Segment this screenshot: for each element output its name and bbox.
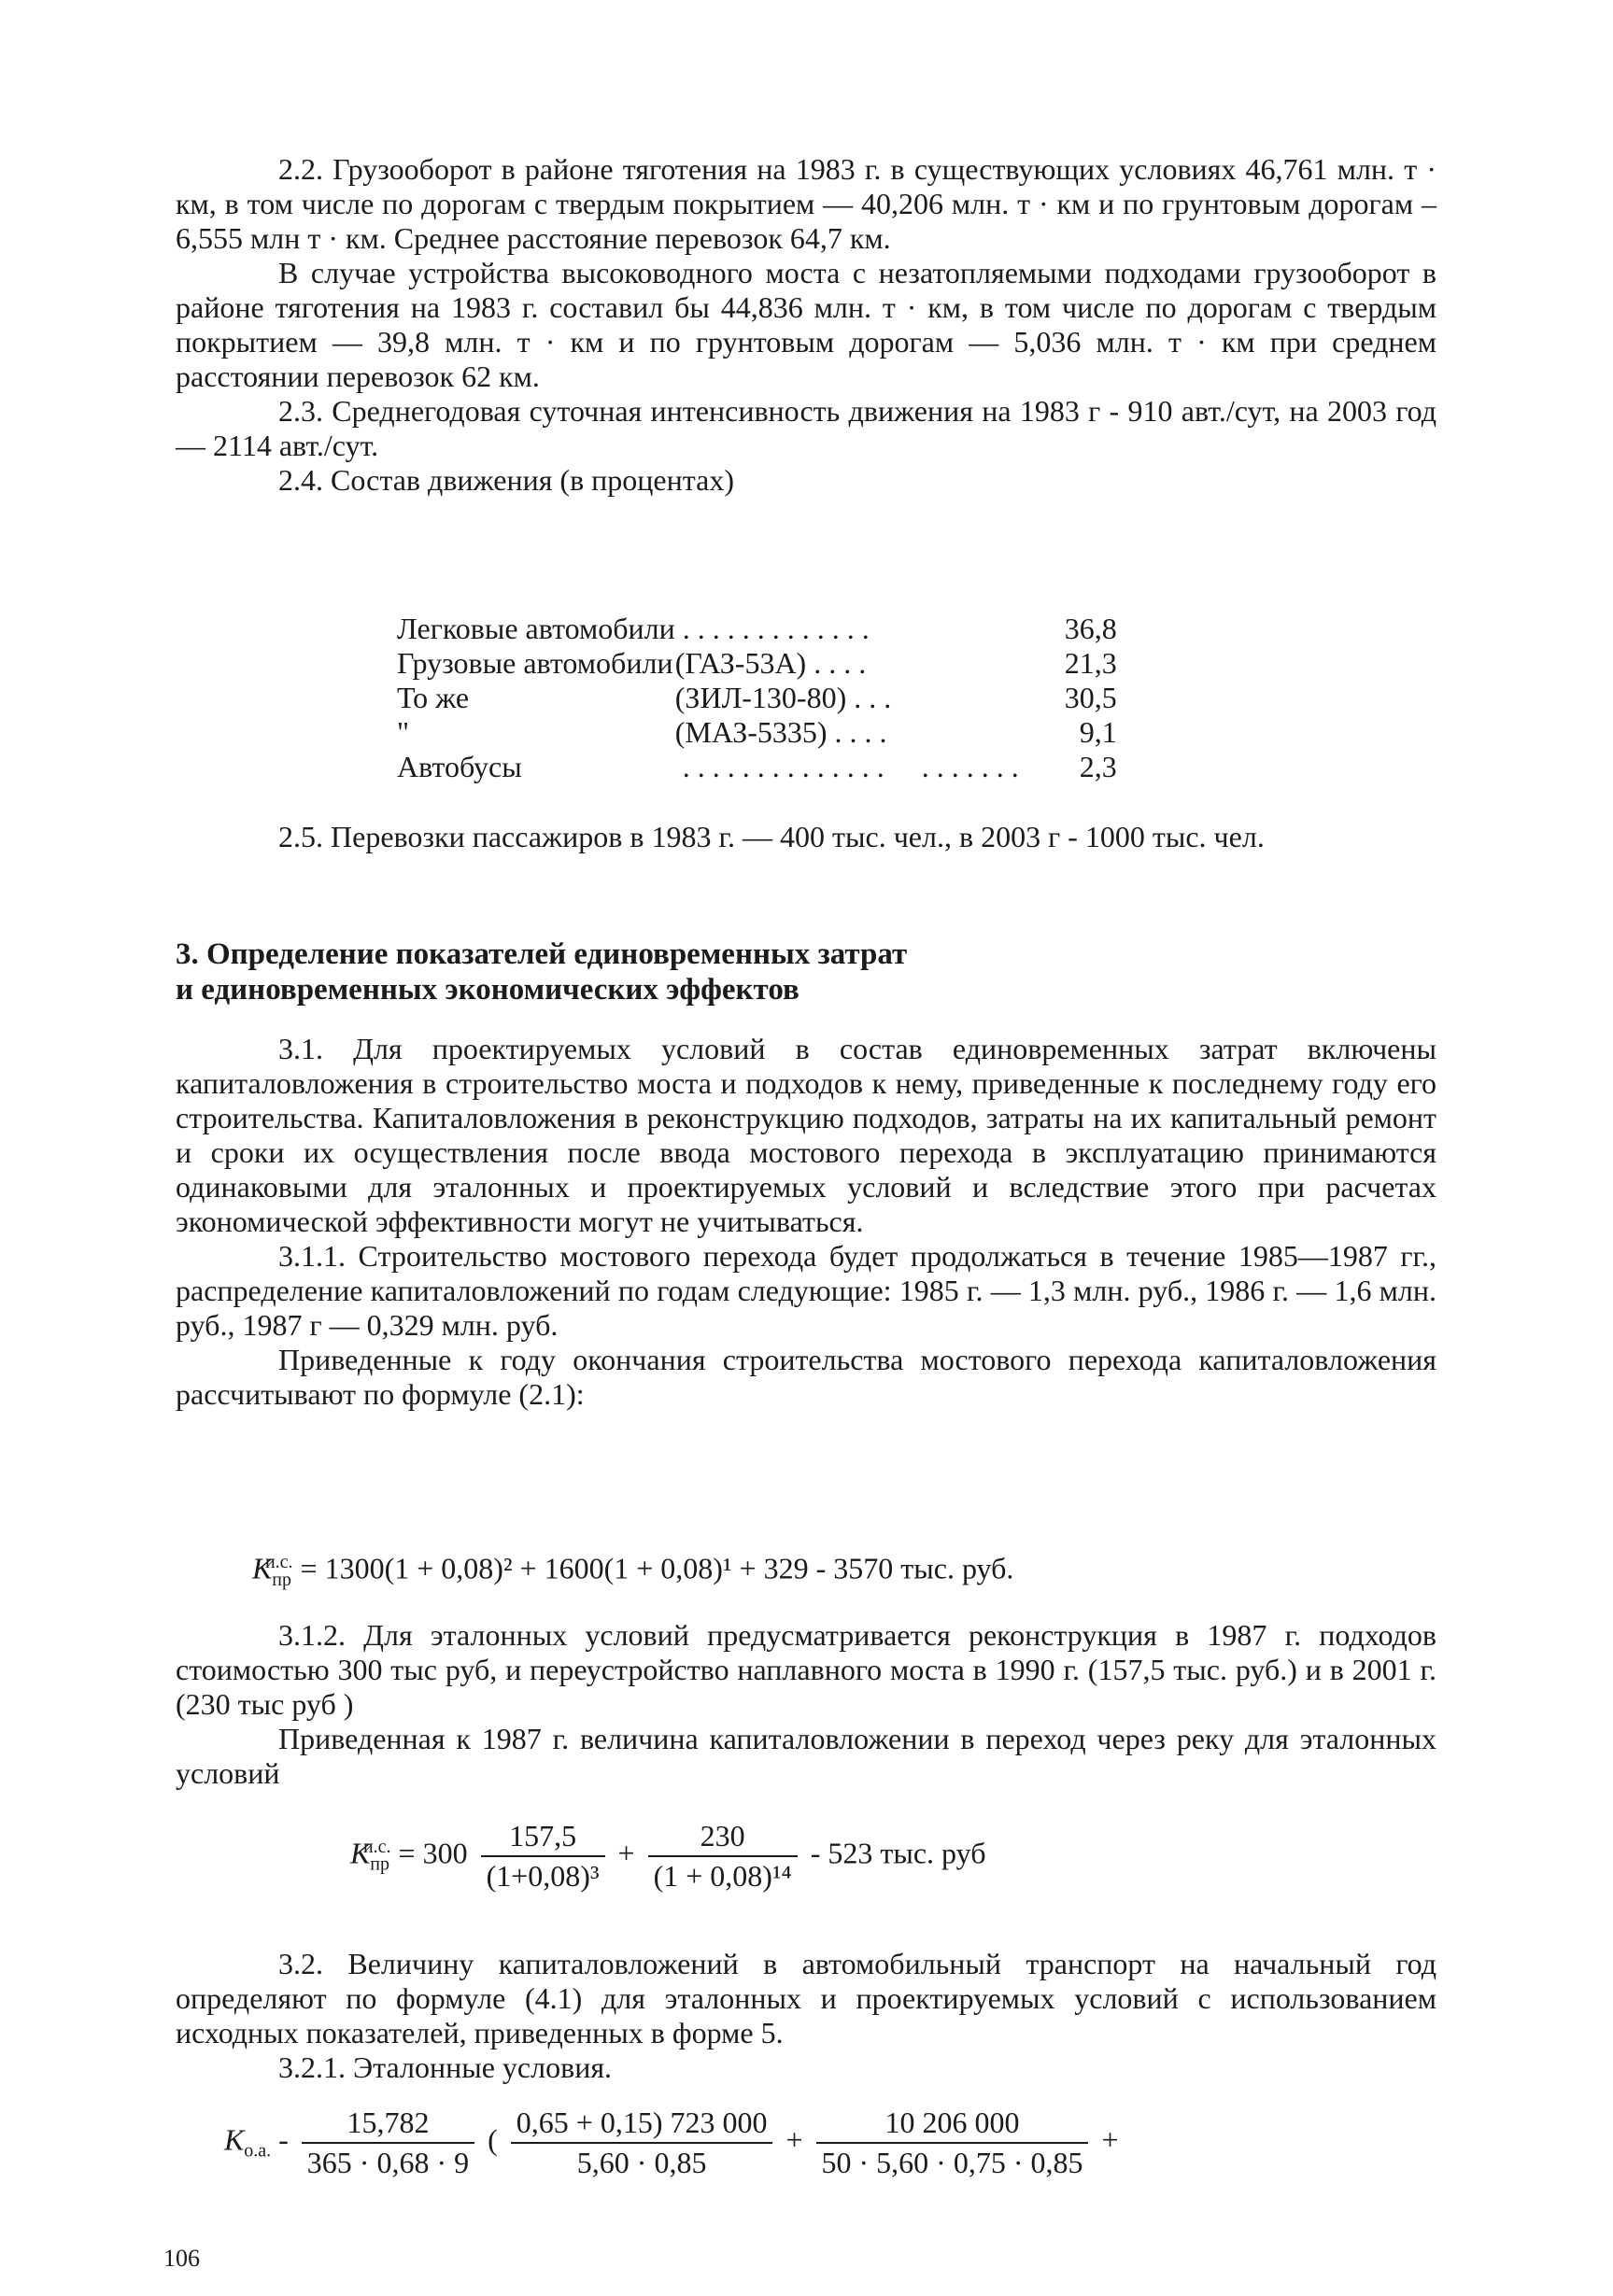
heading-line-1: 3. Определение показателей единовременных затрат	[176, 937, 908, 971]
composition-row	[397, 646, 1117, 681]
formula-plus: +	[785, 2122, 803, 2157]
vehicle-label: Автобусы	[397, 750, 522, 783]
leader-dots: . . . . . . . . . . . . . . . . . . . . .	[674, 750, 1019, 783]
vehicle-model	[675, 612, 1019, 646]
formula-subscript: пр	[370, 1853, 389, 1875]
leader-dots: . . . . . . . . . . . . .	[674, 612, 870, 645]
fraction-numerator: 15,782	[302, 2106, 474, 2144]
text-section-2-5	[176, 820, 1436, 854]
fraction-denominator: (1 + 0,08)¹⁴	[653, 1859, 792, 1893]
section-3-heading	[176, 937, 1110, 1007]
text-section-3-2	[176, 1947, 1436, 2085]
page-number: 106	[163, 2245, 200, 2272]
fraction-numerator: 157,5	[481, 1819, 605, 1857]
vehicle-label: То же	[397, 681, 470, 714]
vehicle-label: Грузовые автомобили	[397, 646, 673, 680]
share-percent: 30,5	[1064, 681, 1117, 714]
formula-plus: +	[617, 1836, 635, 1870]
paragraph-2-2: 2.2. Грузооборот в районе тяготения на 1983 г. в существующих условиях 46,761 млн. т · км, в том числе по дорогам с твердым покрытием — 40,206 млн. т · км и по грунтовым дорогам – 6,555 млн т · км. Среднее расстояние перевозок 64,7 км.	[176, 152, 1436, 255]
vehicle-model	[675, 715, 1019, 750]
paragraph-2-5: 2.5. Перевозки пассажиров в 1983 г. — 400 тыс. чел., в 2003 г - 1000 тыс. чел.	[278, 820, 1265, 853]
composition-row	[397, 612, 1117, 646]
formula-symbol-k: К	[252, 1551, 273, 1585]
fraction-denominator: 50 · 5,60 · 0,75 · 0,85	[821, 2146, 1083, 2179]
leader-dots: . . . .	[806, 646, 867, 680]
vehicle-model	[675, 681, 1019, 715]
vehicle-model-name: (ЗИЛ-130-80)	[674, 681, 847, 714]
fraction-denominator: 5,60 · 0,85	[576, 2146, 707, 2179]
formula-capital-reference	[350, 1819, 985, 1894]
share-percent: 9,1	[1079, 715, 1117, 749]
formula-subscript: пр	[272, 1570, 291, 1591]
heading-line-2: и единовременных экономических эффектов	[176, 973, 799, 1007]
formula-superscript: и.с.	[264, 1552, 293, 1572]
formula-continuation: +	[1101, 2122, 1119, 2157]
leader-dots: . . .	[846, 681, 892, 714]
paragraph-3-1-2-intro: Приведенная к 1987 г. величина капиталовложении в переход через реку для эталонных условий	[176, 1722, 1436, 1790]
vehicle-model-name: (МАЗ-5335)	[674, 715, 828, 749]
formula-capital-design	[252, 1545, 1013, 1598]
fraction-denominator: 365 · 0,68 · 9	[306, 2146, 470, 2179]
formula-fraction-2	[648, 1819, 798, 1894]
share-percent: 2,3	[1079, 750, 1117, 783]
formula-lead: = 300	[398, 1836, 468, 1870]
text-section-2	[176, 152, 1436, 498]
composition-row	[397, 715, 1117, 750]
composition-row	[397, 681, 1117, 715]
fraction-numerator: 10 206 000	[816, 2106, 1089, 2144]
formula-fraction-1	[302, 2106, 474, 2180]
vehicle-label: "	[397, 715, 410, 749]
paragraph-3-1-1: 3.1.1. Строительство мостового перехода будет продолжаться в течение 1985—1987 гг., распределение капиталовложений по годам следующие: 1985 г. — 1,3 млн. руб., 1986 г. — 1,6 млн. руб., 1987 г — 0,329 млн. руб.	[176, 1239, 1436, 1342]
fraction-denominator: (1+0,08)³	[486, 1859, 600, 1893]
paragraph-2-2-alternative: В случае устройства высоководного моста с незатопляемыми подходами грузооборот в районе тяготения на 1983 г. составил бы 44,836 млн. т · км, в том числе по дорогам с твердым покрытием — 39,8 млн. т · км и по грунтовым дорогам — 5,036 млн. т · км при среднем расстоянии перевозок 62 км.	[176, 256, 1436, 393]
formula-superscript: и.с.	[362, 1836, 391, 1857]
formula-auto-transport	[224, 2106, 1119, 2180]
text-section-3-1-2	[176, 1618, 1436, 1791]
composition-row	[397, 750, 1117, 784]
formula-open-paren: (	[488, 2122, 498, 2157]
formula-fraction-2	[511, 2106, 773, 2180]
formula-fraction-1	[481, 1819, 605, 1894]
paragraph-2-3: 2.3. Среднегодовая суточная интенсивность движения на 1983 г - 910 авт./сут, на 2003 год — 2114 авт./сут.	[176, 394, 1436, 462]
paragraph-3-1-1-formula-intro: Приведенные к году окончания строительства мостового перехода капиталовложения рассчитывают по формуле (2.1):	[176, 1343, 1436, 1411]
traffic-composition-table	[397, 612, 1117, 784]
share-percent: 36,8	[1064, 612, 1117, 645]
fraction-numerator: 0,65 + 0,15) 723 000	[511, 2106, 773, 2144]
paragraph-3-1-2: 3.1.2. Для эталонных условий предусматривается реконструкция в 1987 г. подходов стоимостью 300 тыс руб, и переустройство наплавного моста в 1990 г. (157,5 тыс. руб.) и в 2001 г. (230 тыс руб )	[176, 1618, 1436, 1721]
leader-dots: . . . .	[827, 715, 887, 749]
formula-result: - 523 тыс. руб	[810, 1836, 986, 1870]
vehicle-model	[675, 646, 1019, 681]
vehicle-model-name: (ГАЗ-53А)	[674, 646, 807, 680]
paragraph-3-2: 3.2. Величину капиталовложений в автомобильный транспорт на начальный год определяют по формуле (4.1) для эталонных и проектируемых условий с использованием исходных показателей, приведенных в форме 5.	[176, 1947, 1436, 2049]
paragraph-3-1: 3.1. Для проектируемых условий в состав единовременных затрат включены капиталовложения в строительство моста и подходов к нему, приведенные к последнему году его строительства. Капиталовложения в реконструкцию подходов, затраты на их капитальный ремонт и сроки их осуществления после ввода мостового перехода в эксплуатацию принимаются одинаковыми для эталонных и проектируемых условий и вследствие этого при расчетах экономической эффективности могут не учитываться.	[176, 1032, 1436, 1238]
vehicle-model	[675, 750, 1019, 784]
formula-fraction-3	[816, 2106, 1089, 2180]
paragraph-2-4: 2.4. Состав движения (в процентах)	[278, 463, 734, 497]
vehicle-label: Легковые автомобили	[397, 612, 675, 645]
formula-equals: -	[278, 2122, 289, 2157]
paragraph-3-2-1: 3.2.1. Эталонные условия.	[278, 2050, 613, 2084]
fraction-numerator: 230	[648, 1819, 798, 1857]
formula-symbol-k: К	[224, 2122, 245, 2157]
formula-expression: = 1300(1 + 0,08)² + 1600(1 + 0,08)¹ + 329 - 3570 тыс. руб.	[300, 1551, 1014, 1585]
share-percent: 21,3	[1064, 646, 1117, 680]
text-section-3-1	[176, 1032, 1436, 1412]
formula-subscript: о.а.	[244, 2140, 272, 2162]
formula-symbol-k: К	[350, 1836, 371, 1870]
